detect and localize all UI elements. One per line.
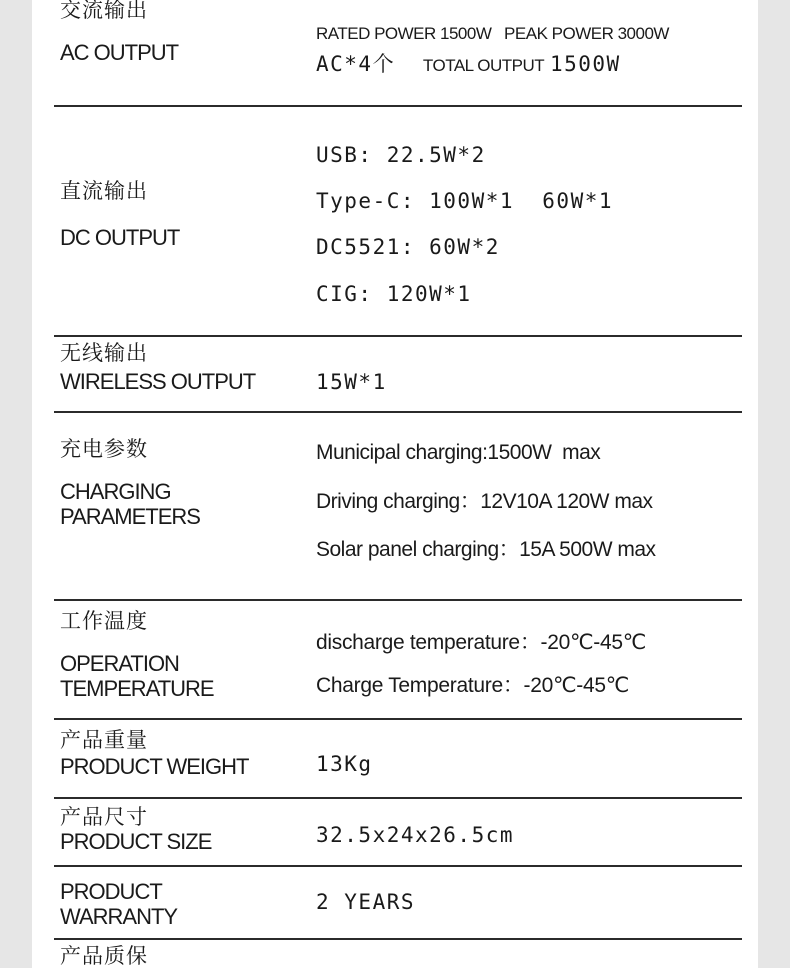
- label-en: PRODUCT SIZE: [60, 829, 212, 854]
- total-output-value: 1500W: [549, 52, 621, 76]
- spec-value: Municipal charging:1500W max: [316, 441, 601, 464]
- label-cn: 产品质保: [60, 944, 148, 968]
- label-cn: 产品尺寸: [60, 805, 148, 829]
- label-en: TEMPERATURE: [60, 676, 214, 701]
- spec-label: [60, 944, 300, 968]
- spec-value: Charge Temperature：-20℃-45℃: [316, 674, 629, 697]
- spec-label: [60, 609, 300, 701]
- label-cn: 无线输出: [60, 341, 148, 365]
- label-cn: 工作温度: [60, 609, 148, 633]
- spec-label: [60, 437, 300, 529]
- spec-value: Driving charging：12V10A 120W max: [316, 490, 653, 513]
- spec-label: [60, 341, 300, 394]
- label-en: PRODUCT: [60, 879, 162, 904]
- spec-value: CIG: 120W*1: [316, 282, 472, 306]
- spec-value: discharge temperature：-20℃-45℃: [316, 631, 646, 654]
- divider: [54, 411, 742, 413]
- spec-value: 2 YEARS: [316, 890, 416, 914]
- divider: [54, 938, 742, 940]
- label-en: DC OUTPUT: [60, 225, 180, 250]
- spec-value: 15W*1: [316, 370, 387, 394]
- divider: [54, 797, 742, 799]
- label-en: CHARGING: [60, 479, 171, 504]
- spec-label: [60, 0, 300, 65]
- spec-value: DC5521: 60W*2: [316, 235, 500, 259]
- label-en: AC OUTPUT: [60, 40, 179, 65]
- spec-value: Type-C: 100W*1 60W*1: [316, 189, 614, 213]
- label-en: PARAMETERS: [60, 504, 200, 529]
- spec-label: [60, 728, 300, 779]
- spec-value: RATED POWER 1500W PEAK POWER 3000W: [316, 24, 669, 43]
- spec-label: [60, 879, 300, 929]
- divider: [54, 105, 742, 107]
- spec-value: 13Kg: [316, 752, 373, 776]
- total-output-label: TOTAL OUTPUT: [422, 56, 545, 75]
- spec-card: [32, 0, 758, 968]
- divider: [54, 335, 742, 337]
- spec-value: [316, 50, 621, 80]
- label-en: PRODUCT WEIGHT: [60, 754, 249, 779]
- label-cn: 直流输出: [60, 179, 148, 203]
- label-en: WIRELESS OUTPUT: [60, 369, 256, 394]
- label-en: WARRANTY: [60, 904, 178, 929]
- divider: [54, 718, 742, 720]
- label-cn: 交流输出: [60, 0, 148, 22]
- spec-value: Solar panel charging：15A 500W max: [316, 538, 656, 561]
- divider: [54, 865, 742, 867]
- spec-value: USB: 22.5W*2: [316, 143, 486, 167]
- label-cn: 产品重量: [60, 728, 148, 752]
- spec-label: [60, 179, 300, 250]
- spec-value: 32.5x24x26.5cm: [316, 823, 515, 847]
- label-cn: 充电参数: [60, 437, 148, 461]
- spec-label: [60, 805, 300, 854]
- divider: [54, 599, 742, 601]
- label-en: OPERATION: [60, 651, 179, 676]
- ac-count: AC*4个: [316, 52, 396, 76]
